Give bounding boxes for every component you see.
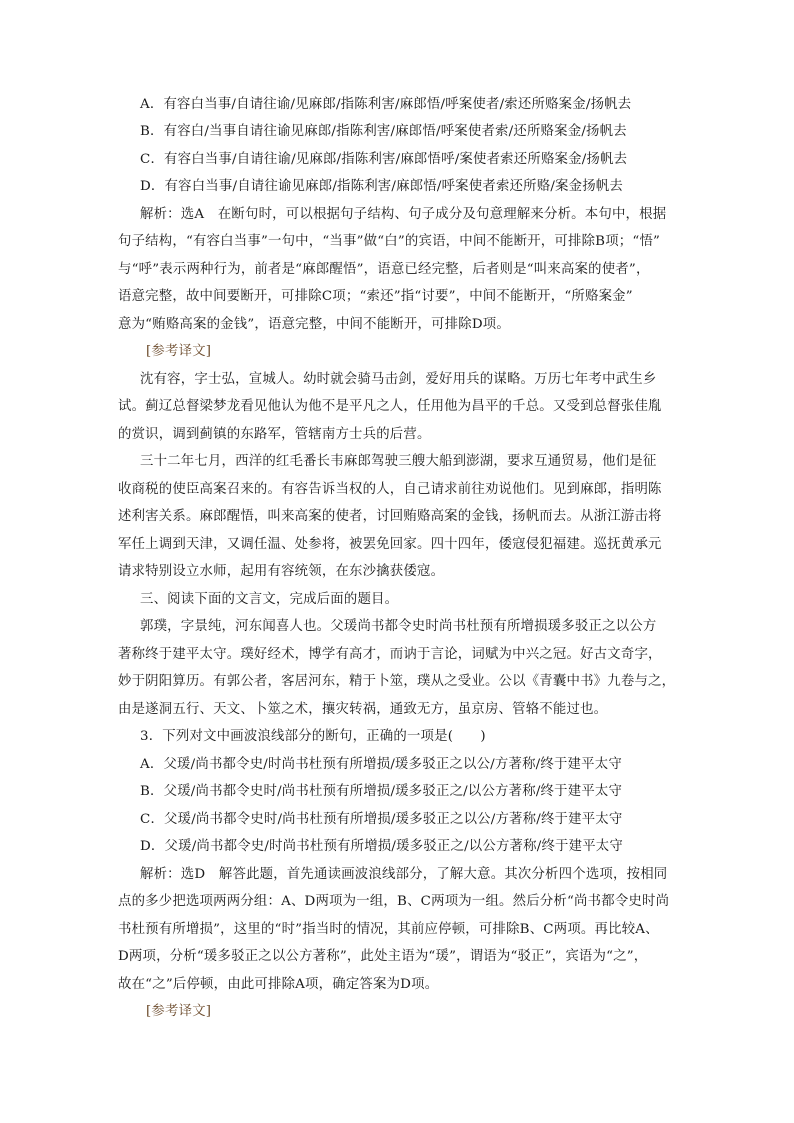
q2-option-c: C．有容白当事/自请往谕/见麻郎/指陈利害/麻郎悟呼/案使者索还所赂案金/扬帆去: [140, 152, 628, 167]
q3-analysis-line: 点的多少把选项两两分组：A、D两项为一组，B、C两项为一组。然后分析“尚书都令史时尚: [118, 894, 670, 909]
q2-analysis-line: 意为“贿赂高案的金钱”，语意完整，中间不能断开，可排除D项。: [118, 317, 510, 332]
q3-option-c: C．父瑗/尚书都令史时/尚书杜预有所增损/瑗多驳正之以公/方著称/终于建平太守: [140, 812, 623, 827]
q2-analysis-line: 句子结构，“有容白当事”一句中，“当事”做“白”的宾语，中间不能断开，可排除B项；“悟”: [118, 234, 661, 249]
reference-translation-label: [参考译文]: [146, 1004, 212, 1019]
q3-option-b: B．父瑗/尚书都令史时/尚书杜预有所增损/瑗多驳正之/以公方著称/终于建平太守: [140, 784, 623, 799]
passage-line: 郭璞，字景纯，河东闻喜人也。父瑗尚书都令史时尚书杜预有所增损瑗多驳正之以公方: [140, 619, 657, 634]
question-3-stem: 3．下列对文中画波浪线部分的断句，正确的一项是( ): [140, 729, 486, 744]
passage-line: 由是遂洞五行、天文、卜筮之术，攘灾转祸，通致无方，虽京房、管辂不能过也。: [118, 702, 608, 717]
passage-line: 妙于阴阳算历。有郭公者，客居河东，精于卜筮，璞从之受业。公以《青囊中书》九卷与之，: [118, 674, 676, 689]
q2-analysis-line: 解析：选A 在断句时，可以根据句子结构、句子成分及句意理解来分析。本句中，根据: [140, 207, 667, 222]
reference-translation-label: [参考译文]: [146, 344, 212, 359]
q2-analysis-line: 语意完整，故中间要断开，可排除C项；“索还”指“讨要”，中间不能断开，“所赂案金”: [118, 289, 633, 304]
translation-line: 试。蓟辽总督梁梦龙看见他认为他不是平凡之人，任用他为昌平的千总。又受到总督张佳胤: [118, 399, 662, 414]
q3-option-a: A．父瑗/尚书都令史/时尚书杜预有所增损/瑗多驳正之以公/方著称/终于建平太守: [140, 757, 622, 772]
translation-line: 收商税的使臣高案召来的。有容告诉当权的人，自己请求前往劝说他们。见到麻郎，指明陈: [118, 482, 662, 497]
q2-option-d: D．有容白当事/自请往谕见麻郎/指陈利害/麻郎悟/呼案使者索还所赂/案金扬帆去: [140, 179, 623, 194]
q2-option-a: A．有容白当事/自请往谕/见麻郎/指陈利害/麻郎悟/呼案使者/索还所赂案金/扬帆去: [140, 97, 632, 112]
q2-analysis-line: 与“呼”表示两种行为，前者是“麻郎醒悟”，语意已经完整，后者则是“叫来高案的使者”，: [118, 262, 650, 277]
q3-analysis-line: 故在“之”后停顿，由此可排除A项，确定答案为D项。: [118, 977, 439, 992]
translation-line: 请求特别设立水师，起用有容统领，在东沙擒获倭寇。: [118, 564, 445, 579]
q3-option-d: D．父瑗/尚书都令史/时尚书杜预有所增损/瑗多驳正之/以公方著称/终于建平太守: [140, 839, 623, 854]
translation-line: 沈有容，字士弘，宣城人。幼时就会骑马击剑，爱好用兵的谋略。万历七年考中武生乡: [140, 372, 657, 387]
q3-analysis-line: 解析：选D 解答此题，首先通读画波浪线部分，了解大意。其次分析四个选项，按相同: [140, 867, 668, 882]
passage-line: 著称终于建平太守。璞好经术，博学有高才，而讷于言论，词赋为中兴之冠。好古文奇字，: [118, 647, 662, 662]
translation-line: 三十二年七月，西洋的红毛番长韦麻郎驾驶三艘大船到澎湖，要求互通贸易，他们是征: [140, 454, 657, 469]
translation-line: 的赏识，调到蓟镇的东路军，管辖南方士兵的后营。: [118, 427, 431, 442]
q3-analysis-line: 书杜预有所增损”，这里的“时”指当时的情况，其前应停顿，可排除B、C两项。再比较A、: [118, 922, 659, 937]
q3-analysis-line: D两项，分析“瑗多驳正之以公方著称”，此处主语为“瑗”，谓语为“驳正”，宾语为“之”，: [118, 949, 648, 964]
q2-option-b: B．有容白/当事自请往谕见麻郎/指陈利害/麻郎悟/呼案使者索/还所赂案金/扬帆去: [140, 124, 627, 139]
translation-line: 述利害关系。麻郎醒悟，叫来高案的使者，讨回贿赂高案的金钱，扬帆而去。从浙江游击将: [118, 509, 662, 524]
translation-line: 军任上调到天津，又调任温、处参将，被罢免回家。四十四年，倭寇侵犯福建。巡抚黄承元: [118, 537, 662, 552]
section-3-title: 三、阅读下面的文言文，完成后面的题目。: [140, 592, 399, 607]
